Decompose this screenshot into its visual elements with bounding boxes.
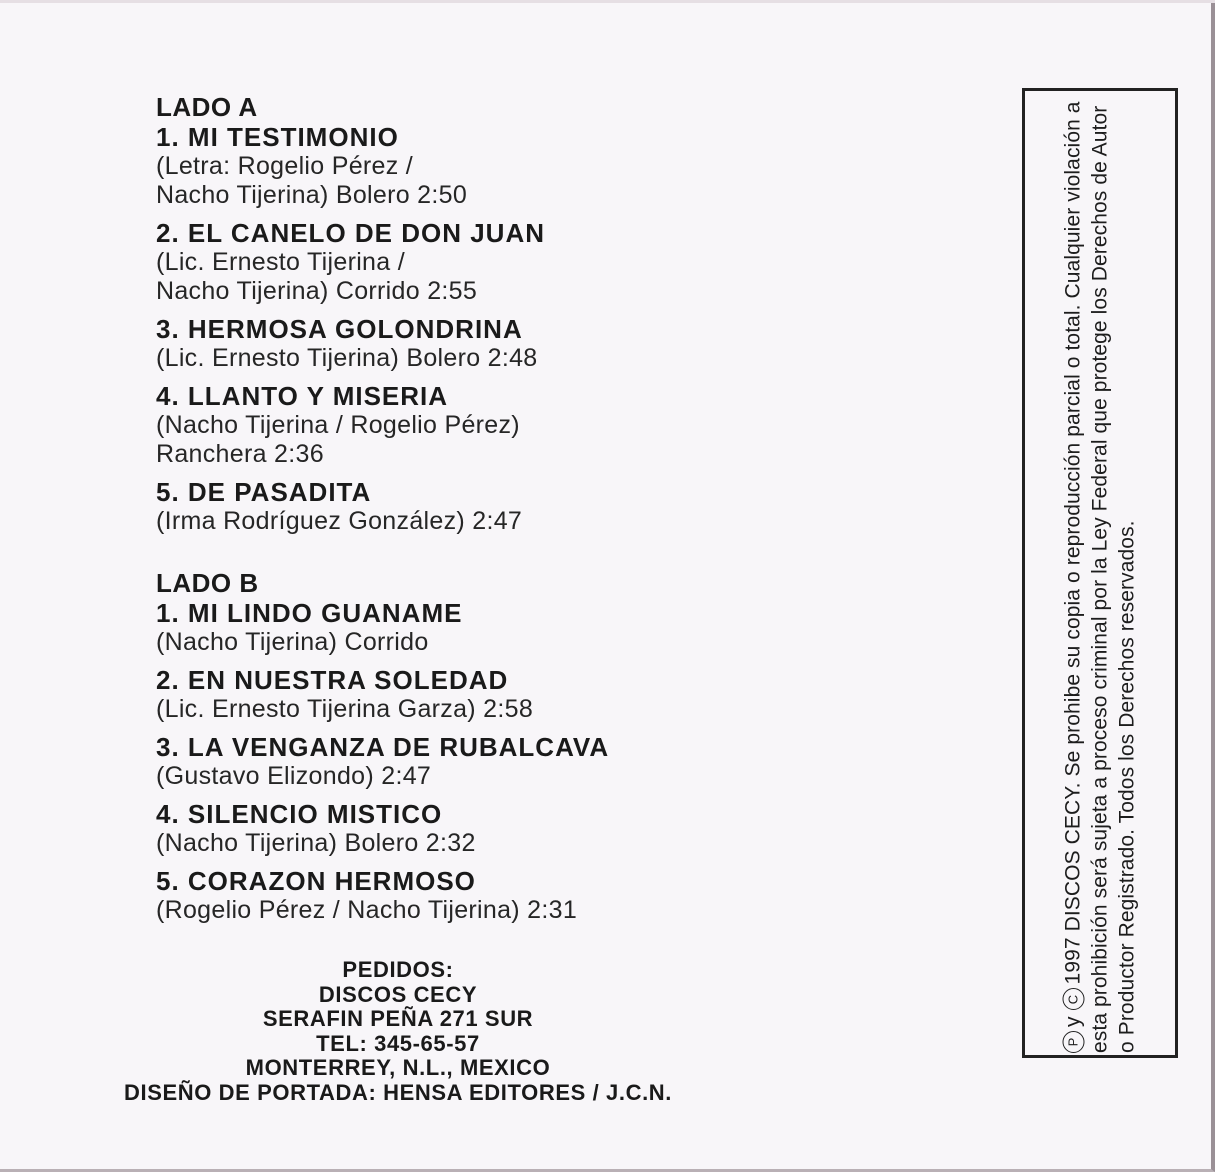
label-name: DISCOS CECY [318, 981, 478, 1007]
track-title: 1. MI TESTIMONIO [156, 122, 399, 152]
copyright-box [1022, 88, 1178, 1058]
track-a5 [156, 477, 856, 536]
side-b-tracks [156, 598, 856, 925]
track-credit: (Lic. Ernesto Tijerina / Nacho Tijerina) Corrido 2:55 [156, 248, 478, 305]
top-edge [0, 0, 1215, 3]
track-a3 [156, 314, 856, 373]
side-a-tracks [156, 122, 856, 536]
track-title: 1. MI LINDO GUANAME [156, 598, 463, 628]
city: MONTERREY, N.L., MEXICO [245, 1055, 551, 1080]
track-b2 [156, 665, 856, 724]
track-a1 [156, 122, 856, 210]
copyright-text: 1997 DISCOS CECY. Se prohibe su copia o reproducción parcial o total. Cualquier violación a esta prohibición será sujeta a proceso criminal por la Ley Federal que protege los Derechos de Autor o Productor Registrado. Todos los Derechos reservados. [1061, 101, 1139, 1053]
phonogram-symbol: P [1063, 1031, 1085, 1053]
copyright-symbol: C [1063, 988, 1085, 1010]
track-b1 [156, 598, 856, 657]
track-title: 5. DE PASADITA [156, 477, 372, 507]
track-credit: (Nacho Tijerina) Corrido [156, 628, 429, 656]
cover-design-credit: DISEÑO DE PORTADA: HENSA EDITORES / J.C.N. [124, 1079, 672, 1105]
track-b3 [156, 732, 856, 791]
and-word: y [1061, 1016, 1085, 1027]
track-credit: (Gustavo Elizondo) 2:47 [156, 762, 432, 790]
track-b4 [156, 799, 856, 858]
track-title: 2. EN NUESTRA SOLEDAD [156, 665, 509, 695]
orders-heading: PEDIDOS: [342, 957, 454, 982]
track-a2 [156, 218, 856, 306]
track-title: 5. CORAZON HERMOSO [156, 866, 476, 896]
tracklist [156, 92, 856, 933]
orders-info [60, 958, 736, 1105]
track-credit: (Nacho Tijerina) Bolero 2:32 [156, 829, 476, 857]
track-title: 2. EL CANELO DE DON JUAN [156, 218, 546, 248]
track-title: 4. SILENCIO MISTICO [156, 799, 443, 829]
phone: TEL: 345-65-57 [316, 1030, 480, 1056]
track-credit: (Lic. Ernesto Tijerina Garza) 2:58 [156, 695, 534, 723]
track-title: 4. LLANTO Y MISERIA [156, 381, 449, 411]
track-b5 [156, 866, 856, 925]
track-a4 [156, 381, 856, 469]
side-b-heading: LADO B [156, 568, 259, 598]
track-credit: (Irma Rodríguez González) 2:47 [156, 507, 523, 535]
track-credit: (Letra: Rogelio Pérez / Nacho Tijerina) Bolero 2:50 [156, 152, 468, 209]
copyright-notice [1060, 93, 1141, 1053]
track-credit: (Rogelio Pérez / Nacho Tijerina) 2:31 [156, 896, 578, 924]
track-title: 3. HERMOSA GOLONDRINA [156, 314, 523, 344]
track-title: 3. LA VENGANZA DE RUBALCAVA [156, 732, 610, 762]
track-credit: (Lic. Ernesto Tijerina) Bolero 2:48 [156, 344, 538, 372]
track-credit: (Nacho Tijerina / Rogelio Pérez) Ranchera 2:36 [156, 411, 520, 468]
side-a-heading: LADO A [156, 92, 258, 122]
address: SERAFIN PEÑA 271 SUR [262, 1006, 534, 1031]
